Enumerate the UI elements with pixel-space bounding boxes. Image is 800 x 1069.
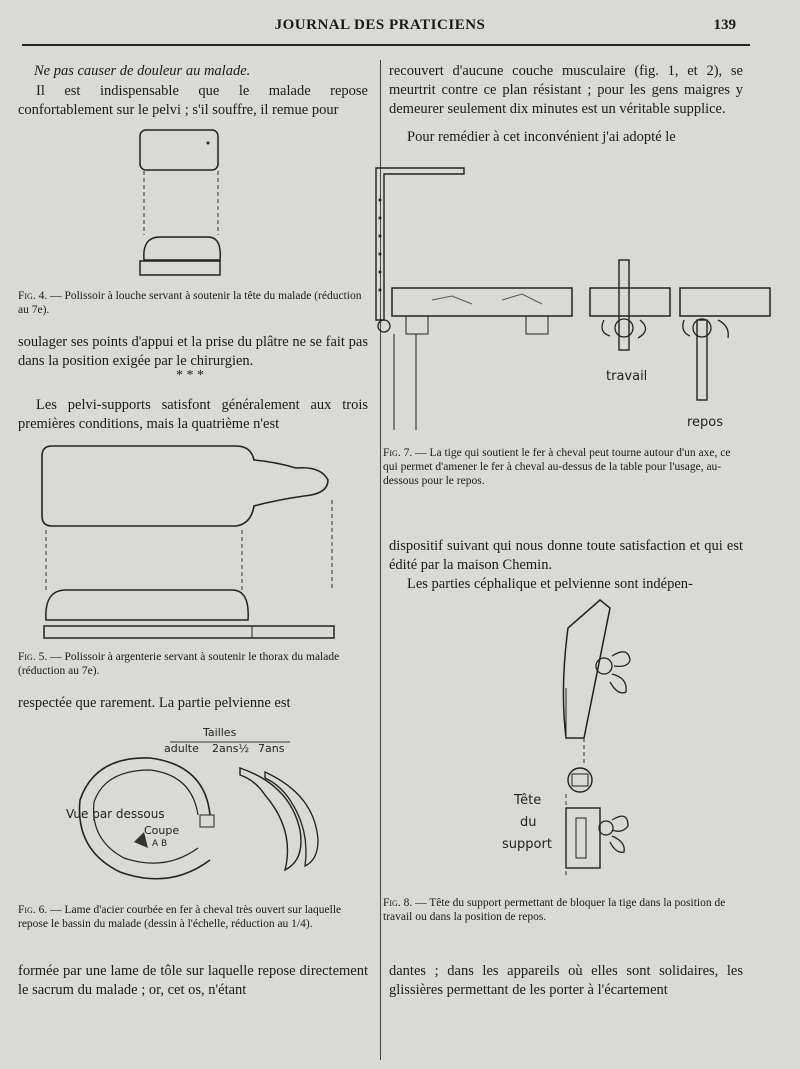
left-paragraph-3: Les pelvi-supports satisfont généralement aux trois premières conditions, mais la quatrième n'est xyxy=(18,397,368,432)
label-tete: Tête xyxy=(514,793,542,808)
label-7ans: 7ans xyxy=(258,742,285,755)
label-repos: repos xyxy=(687,415,724,430)
figure-8-caption xyxy=(383,896,743,924)
header-rule xyxy=(22,44,750,46)
figure-7-text: — La tige qui soutient le fer à cheval peut tourne autour d'un axe, ce qui permet d'amener le fer à cheval au-dessus de la table pour l'usage, au-dessous pour le repos. xyxy=(383,447,731,487)
label-ab: A B xyxy=(152,839,168,849)
label-du: du xyxy=(520,815,537,830)
right-paragraph-3: dispositif suivant qui nous donne toute satisfaction et qui est édité par la maison Chemin. xyxy=(389,538,743,573)
figure-7-number: Fig. 7. xyxy=(383,447,413,459)
left-paragraph-4: respectée que rarement. La partie pelvienne est xyxy=(18,695,291,711)
figure-8-number: Fig. 8. xyxy=(383,897,413,909)
right-paragraph-2: Pour remédier à cet inconvénient j'ai adopté le xyxy=(407,129,676,145)
figure-6-caption xyxy=(18,903,368,931)
figure-5-number: Fig. 5. xyxy=(18,651,48,663)
right-paragraph-1: recouvert d'aucune couche musculaire (fig. 1, et 2), se meurtrit contre ce plan résistant ; pour les gens maigres y demeurer seulement dix minutes est un véritable supplice. xyxy=(389,63,743,117)
figure-4-drawing xyxy=(130,125,230,285)
figure-4-number: Fig. 4. xyxy=(18,290,48,302)
label-tailles: Tailles xyxy=(203,726,237,739)
figure-7-caption xyxy=(383,446,743,488)
figure-5-text: — Polissoir à argenterie servant à soutenir le thorax du malade (réduction au 7e). xyxy=(18,651,340,677)
left-paragraph-2: soulager ses points d'appui et la prise du plâtre ne se fait pas dans la position exigée par le chirurgien. xyxy=(18,334,368,369)
label-support: support xyxy=(502,837,552,852)
left-paragraph-5: formée par une lame de tôle sur laquelle repose directement le sacrum du malade ; or, cet os, n'étant xyxy=(18,963,368,998)
figure-6-drawing xyxy=(60,720,340,895)
label-vue-par-dessous: Vue par dessous xyxy=(66,807,165,821)
figure-6-number: Fig. 6. xyxy=(18,904,48,916)
label-travail: travail xyxy=(606,369,648,384)
label-2ans: 2ans½ xyxy=(212,742,250,755)
right-paragraph-5: dantes ; dans les appareils où elles sont solidaires, les glissières permettant de les porter à l'écartement xyxy=(389,963,743,998)
figure-7-drawing xyxy=(372,160,772,430)
label-adulte: adulte xyxy=(164,742,199,755)
figure-8-drawing xyxy=(500,598,660,888)
page-number: 139 xyxy=(713,17,736,33)
figure-6-text: — Lame d'acier courbée en fer à cheval très ouvert sur laquelle repose le bassin du malade (dessin à l'échelle, réduction au 1/4). xyxy=(18,904,342,930)
figure-8-text: — Tête du support permettant de bloquer la tige dans la position de travail ou dans la position de repos. xyxy=(383,897,726,923)
running-header-title: JOURNAL DES PRATICIENS xyxy=(274,17,486,33)
label-coupe: Coupe xyxy=(144,824,180,837)
right-paragraph-4: Les parties céphalique et pelvienne sont indépen- xyxy=(407,576,693,592)
left-paragraph-1: Il est indispensable que le malade repose confortablement sur le pelvi ; s'il souffre, il remue pour xyxy=(18,83,368,118)
figure-5-caption xyxy=(18,650,368,678)
section-stars: * * * xyxy=(176,368,204,383)
figure-4-caption xyxy=(18,289,368,317)
figure-5-drawing xyxy=(36,440,336,645)
section-heading: Ne pas causer de douleur au malade. xyxy=(34,63,251,79)
figure-4-text: — Polissoir à louche servant à soutenir la tête du malade (réduction au 7e). xyxy=(18,290,362,316)
